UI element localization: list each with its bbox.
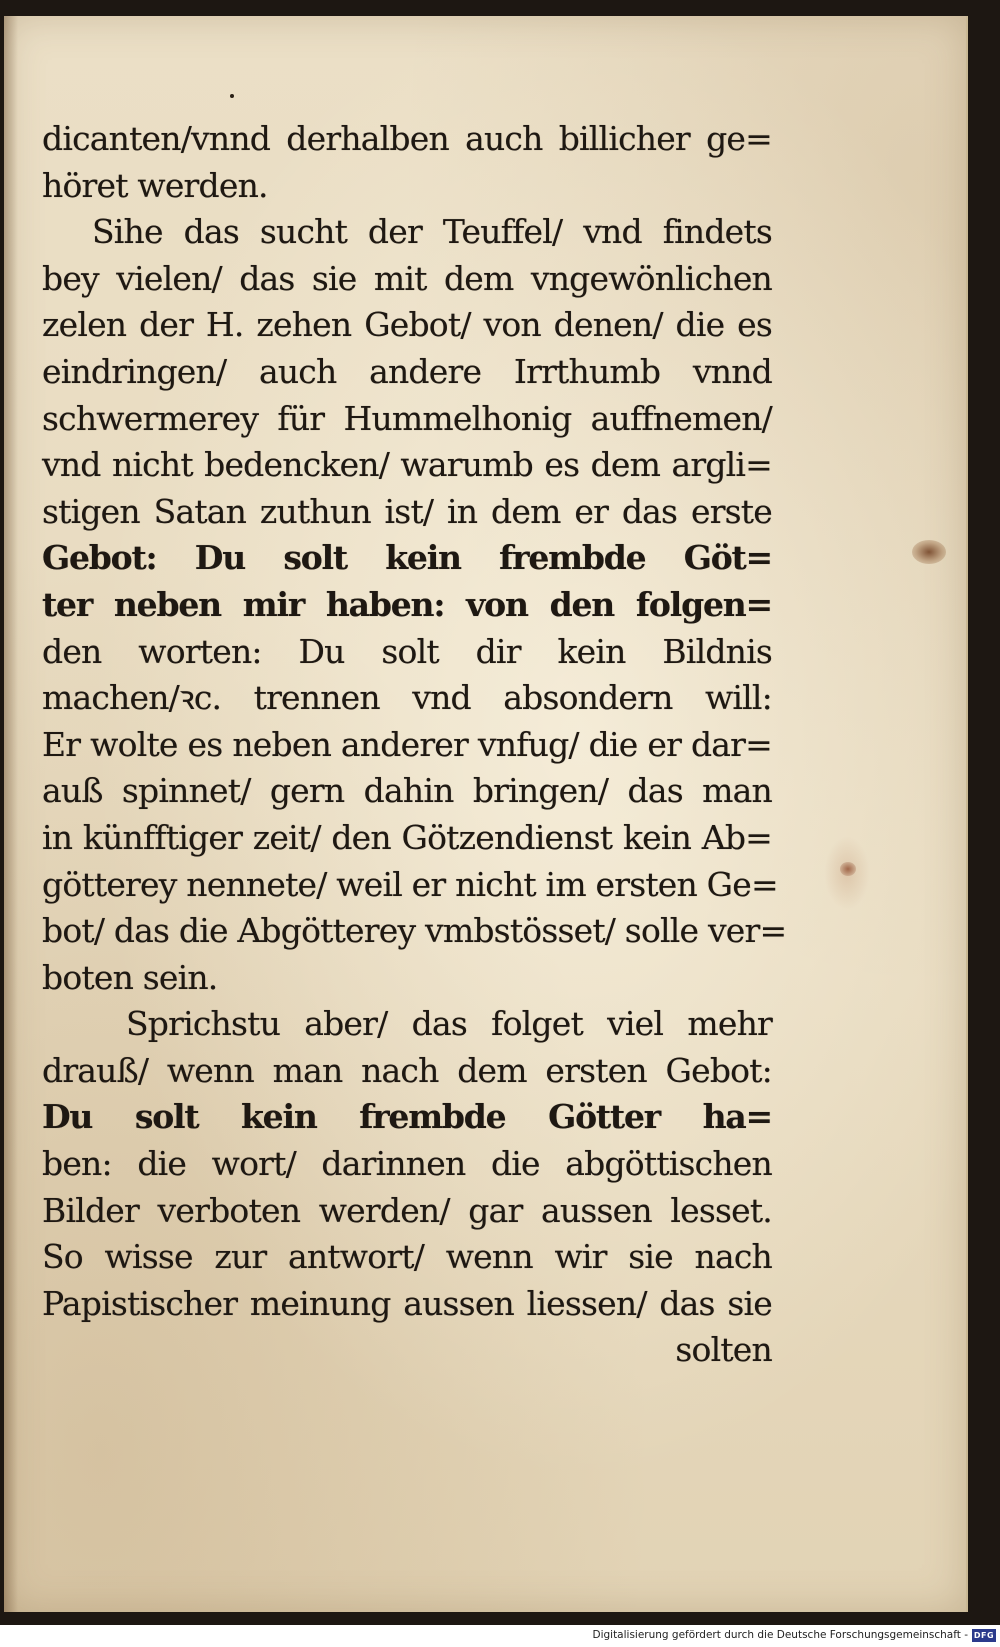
text-line: dicanten/vnnd derhalben auch billicher ge=: [42, 119, 772, 158]
digitization-footer: [0, 1625, 1000, 1647]
text-line: zelen der H. zehen Gebot/ von denen/ die es: [42, 305, 772, 345]
text-line: Bilder verboten werden/ gar aussen lesset.: [42, 1190, 772, 1230]
text-line: schwermerey für Hummelhonig auffnemen/: [42, 398, 772, 438]
text-line: stigen Satan zuthun ist/ in dem er das erste: [42, 491, 772, 531]
text-line: den worten: Du solt dir kein Bildnis: [42, 631, 772, 671]
text-line: drauß/ wenn man nach dem ersten Gebot:: [42, 1050, 772, 1090]
funding-credit: Digitalisierung gefördert durch die Deutsche Forschungsgemeinschaft -: [592, 1629, 968, 1641]
text-line: götterey nennete/ weil er nicht im ersten Ge=: [42, 864, 778, 904]
page-text: [42, 116, 787, 1374]
dfg-logo: DFG: [973, 1631, 995, 1640]
text-line: bot/ das die Abgötterey vmbstösset/ solle ver=: [42, 911, 787, 951]
text-line: auß spinnet/ gern dahin bringen/ das man: [42, 771, 772, 811]
text-line: höret werden.: [42, 165, 268, 205]
text-line: boten sein.: [42, 957, 218, 997]
text-line: machen/ꝛc. trennen vnd absondern will:: [42, 678, 772, 718]
text-line: Gebot: Du solt kein frembde Göt=: [42, 538, 772, 578]
ink-dot: [230, 94, 234, 98]
text-line: eindringen/ auch andere Irrthumb vnnd: [42, 351, 772, 391]
book-page: [4, 16, 968, 1612]
text-line: Er wolte es neben anderer vnfug/ die er dar=: [42, 724, 772, 764]
catchword: solten: [675, 1330, 772, 1370]
ink-spot: [840, 862, 856, 876]
text-line: ben: die wort/ darinnen die abgöttischen: [42, 1144, 772, 1184]
page-binding-shadow: [4, 16, 18, 1612]
text-line: bey vielen/ das sie mit dem vngewönlichen: [42, 258, 772, 298]
text-line: Papistischer meinung aussen liessen/ das sie: [42, 1283, 772, 1323]
ink-stain: [912, 540, 946, 564]
text-line: ter neben mir haben: von den folgen=: [42, 584, 772, 624]
text-line: Du solt kein frembde Götter ha=: [42, 1097, 772, 1137]
text-line: Sihe das sucht der Teuffel/ vnd findets: [92, 212, 772, 252]
text-line: in künfftiger zeit/ den Götzendienst kein Ab=: [42, 817, 772, 857]
text-line: vnd nicht bedencken/ warumb es dem argli=: [42, 445, 772, 485]
text-line: So wisse zur antwort/ wenn wir sie nach: [42, 1237, 772, 1277]
text-line: Sprichstu aber/ das folget viel mehr: [126, 1004, 772, 1044]
